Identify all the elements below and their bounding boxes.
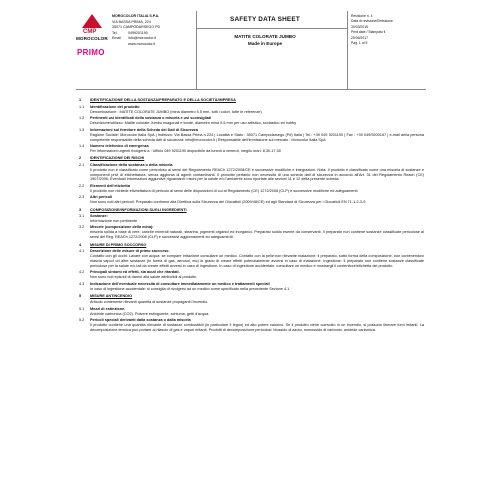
cmp-logo-text: CMP: [83, 29, 97, 35]
product-name: MATITE COLORATE JUMBO: [234, 34, 296, 39]
subsection-body: [90, 163, 424, 183]
subsection: [79, 282, 424, 292]
made-in: Made in Europe: [247, 41, 283, 46]
tel-label: Tel.: [112, 30, 118, 35]
company-address-1: VIA BASSA PRIMA, 224: [112, 19, 151, 24]
subsection: [79, 195, 424, 205]
header-bottom-rule: [76, 89, 426, 90]
subsection: [79, 105, 424, 115]
subsection: [79, 249, 424, 269]
section-number: 2: [79, 156, 82, 161]
revision-line: 20/06/2017: [351, 35, 368, 40]
subsection: [79, 318, 424, 333]
subsection-text: Non sono noti altri pericoli. Preparato conforme alla Direttiva sulla Sicurezza dei Giocattoli (2009/48/CE) ed agli Standard di Sicurezza per i Giocattoli EN 71-1-2-3-9.: [90, 200, 367, 205]
subsection-number: 5.2: [79, 318, 85, 323]
section-title: MISURE DI PRIMO SOCCORSO: [90, 242, 147, 247]
primo-logo-text: PRIMO: [77, 48, 105, 57]
subsection-text: In caso di ingestione accidentale: si consiglia di rivolgersi ad un medico come specificato nella precedente Sezione 4.1.: [90, 286, 291, 291]
company-name: MOROCOLOR ITALIA S.P.A.: [112, 14, 160, 18]
section-heading: [79, 243, 424, 248]
subsection-heading: Classificazione della sostanza o della miscela: [90, 162, 173, 167]
header-divider-right: [347, 11, 348, 89]
sds-content: [79, 96, 424, 333]
section-heading: [79, 208, 424, 213]
subsection-heading: Elementi dell'etichetta: [90, 183, 130, 188]
revision-line: Pag. 1 of 5: [351, 41, 368, 46]
subsection-heading: Descrizione delle misure di primo soccorso.: [90, 249, 170, 254]
subsection-body: [90, 214, 424, 224]
subsection-number: [79, 300, 90, 305]
subsection: [79, 184, 424, 194]
subsection-number: 2.3: [79, 195, 85, 200]
cmp-logo: [76, 14, 108, 35]
subsection-number: 3.1: [79, 214, 85, 219]
subsection-number: 1.2: [79, 116, 85, 121]
section-heading: [79, 98, 424, 103]
subsection-body: [90, 249, 424, 269]
subsection: [79, 214, 424, 224]
subsection-heading: Mezzi di estinzione.: [90, 306, 126, 311]
section-heading: [79, 156, 424, 161]
subsection-body: [90, 116, 424, 126]
subsection-heading: Pericoli speciali derivanti dalla sostanza o dalla miscela: [90, 318, 191, 323]
subsection-body: [90, 307, 424, 317]
section-number: 5: [79, 293, 82, 298]
subsection-text: Il prodotto non è classificato come pericoloso ai sensi del Regolamento REACh 1272/2008/CE e successive modifiche e integrazioni. Nota: Il prodotto è classificato come una miscela di sostanze e componenti privi di etichettatura, senza aggiunta di agenti contaminanti. Il prodotto pertanto non necessita di una scheda dati di sicurezza in accordo all'Art. 31 del Regolamento Reach (CE) 1907/2006. Eventuali informazioni aggiuntive riguardanti i rischi per la salute e/o l'ambiente sono riportate alle sezioni 11 e 12 della presente scheda.: [90, 167, 424, 182]
revision-line: Revisione n. 4: [351, 14, 373, 18]
subsection-text: Il prodotto contiene una quantità rilevante di sostanze combustibili (in particolare il legno) ed alto potere calorico. Se il prodotto viene coinvolto in un incendio, si possono liberare fumi irritanti. La decomposizione termica può portare al rilascio di gas e vapori irritanti. Prodotti di decomposizione pericolosi: biossido di azoto, monossido di carbonio, anidride carbonica.: [90, 323, 424, 333]
subsection-number: 2.1: [79, 162, 85, 167]
subsection-heading: Altri pericoli: [90, 195, 113, 200]
subsection: [79, 116, 424, 126]
subsection-heading: Informazioni sul fornitore della Scheda dei Dati di Sicurezza: [90, 127, 198, 132]
email-label: Email: [112, 36, 121, 41]
subsection-text: Il prodotto non richiede etichettatura di pericolo ai sensi delle disposizioni di cui al Regolamento (CE) 1272/2008 (CLP) e successive modifiche ed adeguamenti.: [90, 188, 359, 193]
company-address-2: 35071 CAMPODARSEGO PD: [112, 25, 161, 30]
subsection: [79, 128, 424, 143]
revision-line: Print date / Stampato il: [351, 30, 386, 35]
subsection: [79, 300, 424, 305]
header-divider-left: [196, 11, 197, 89]
subsection-body: [90, 144, 424, 154]
company-web: [112, 42, 192, 48]
subsection-heading: Pertinenti usi identificati della sostanza o miscela e usi sconsigliati: [90, 116, 212, 121]
subsection-body: [90, 195, 424, 205]
subsection-body: [90, 300, 424, 305]
section-heading: [79, 294, 424, 299]
subsection-number: 2.2: [79, 183, 85, 188]
subsection-number: 4.3: [79, 281, 85, 286]
subsection-heading: Numero telefonico di emergenza: [90, 144, 149, 149]
subsection-number: 1.4: [79, 144, 85, 149]
section-number: 3: [79, 207, 82, 212]
subsection-text: Informazione non pertinente: [90, 218, 138, 223]
revision-info: [351, 14, 411, 46]
subsection-number: 5.1: [79, 306, 85, 311]
section-number: 4: [79, 242, 82, 247]
subsection: [79, 225, 424, 240]
subsection-body: [90, 282, 424, 292]
subsection-number: 1.3: [79, 127, 85, 132]
revision-line: Data di revisione/Emissione: [351, 19, 393, 24]
subsection-number: 4.1: [79, 249, 85, 254]
document-title: SAFETY DATA SHEET: [230, 16, 300, 23]
cmp-triangle-icon: [82, 14, 102, 28]
subsection-text: Non sono noti episodi di danno alla salute attribuibili al prodotto: [90, 275, 197, 280]
subsection-body: [90, 128, 424, 143]
subsection-text: Descrizione/utilizzo: Matite colorate Jumbo esagonali e tonde, diametro mina 5.5 mm per uso artistico, scolastico ed hobby: [90, 121, 297, 126]
subsection-heading: Principali sintomi ed effetti, sia acuti che ritardati.: [90, 270, 180, 275]
subsection-body: [90, 225, 424, 240]
subsection-heading: Sostanze:: [90, 214, 108, 219]
subsection-text: Denominazione : MATITE COLORATE JUMBO (mina diametro 5.5 mm- tutti i colori, tutte le referenze): [90, 109, 262, 114]
section-title: COMPOSIZIONE/INFORMAZIONI SUGLI INGREDIENTI: [90, 207, 187, 212]
subsection-body: [90, 105, 424, 115]
revision-line: 30/03/2015: [351, 24, 368, 29]
subsection-text: Articolo contenente rilevanti quantità di sostanze propaganti l'incendio.: [90, 300, 209, 305]
subsection: [79, 163, 424, 183]
subsection-number: 1.1: [79, 104, 85, 109]
subsection-text: miscela solida a base di cere, cariche minerali naturali, stearina, pigmenti organici ed inorganici. Preparato solido esente da conservanti. Il preparato non contiene sostanze classificate pericolose ai sensi del Reg. REACh 1272/2008 (CLP) e successivi aggiornamenti ed adeguamenti.: [90, 230, 424, 240]
morocolor-logo-text: MOROCOLOR: [76, 36, 108, 41]
subsection-number: 4.2: [79, 270, 85, 275]
subsection-body: [90, 270, 424, 280]
subsection: [79, 270, 424, 280]
subsection-body: [90, 318, 424, 333]
subsection-number: 3.2: [79, 225, 85, 230]
section-number: 1: [79, 98, 82, 103]
email-value[interactable]: info@morocolor.it: [128, 36, 157, 41]
subsection-heading: Identificazione del prodotto: [90, 104, 140, 109]
header-title-underline: [196, 28, 347, 29]
web-value[interactable]: www.morocolor.it: [128, 41, 156, 46]
subsection-text: Anidride carbonica (CO2). Polvere estinguente, schiuma, getti d'acqua.: [90, 311, 210, 316]
company-info: [112, 14, 192, 48]
subsection-heading: Miscele (composizione della mina):: [90, 225, 154, 230]
subsection-text: Per informazioni urgenti rivolgersi a : Ufficio 049 9201190 disponibile da lunedì a venerdì, meglio orari: 8,30-17,30: [90, 148, 281, 153]
subsection: [79, 307, 424, 317]
subsection: [79, 144, 424, 154]
tel-value: 0499201190: [128, 30, 148, 35]
product-name-block: [200, 33, 330, 47]
section-title: IDENTIFICAZIONE DEI RISCHI: [90, 156, 145, 161]
subsection-body: [90, 184, 424, 194]
subsection-heading: Indicazione dell'eventuale necessità di consultare immediatamente un medico e trattamenti speciali: [90, 281, 270, 286]
section-title: MISURE ANTINCENDIO: [90, 293, 133, 298]
subsection-text: Ragione Sociale: Morocolor Italia SpA | Indirizzo: Via Bassa Prima n.224 | Località e Stato : 35071 Campodarsego (Pd) Italia | Tel.: +39 049 9201190 | Fax : +39 049/9200167 | e-mail della persona competente responsabile della scheda dati di sicurezza: info@morocolor.it | Responsabile dell'immissione sul mercato : Morocolor Italia SpA: [90, 132, 424, 142]
subsection-text: Contatto con gli occhi: Lavare con acqua: se compare irritazione consultare un medico. Contatto con la pelle:non rilevante Inalazione: il preparato, sotto forma della composizione, non contenendovi rilascia vapori od altre sostanze (in forma di gas, aerosol, etc) in grado di creare effetti potenzialmente avversi in caso di inalazione. Ingestione: Il preparato non contiene sostanze classificate pericolose per la salute e/o tali da creare effetti avversi in caso di ingestione. In caso di ingestione accidentale, consultare un medico e mostrargli il contenitore/etichetta del prodotto.: [90, 253, 424, 268]
section-title: IDENTIFICAZIONE DELLA SOSTANZA/PREPARATO E DELLA SOCIETÀ/IMPRESA: [90, 98, 236, 103]
